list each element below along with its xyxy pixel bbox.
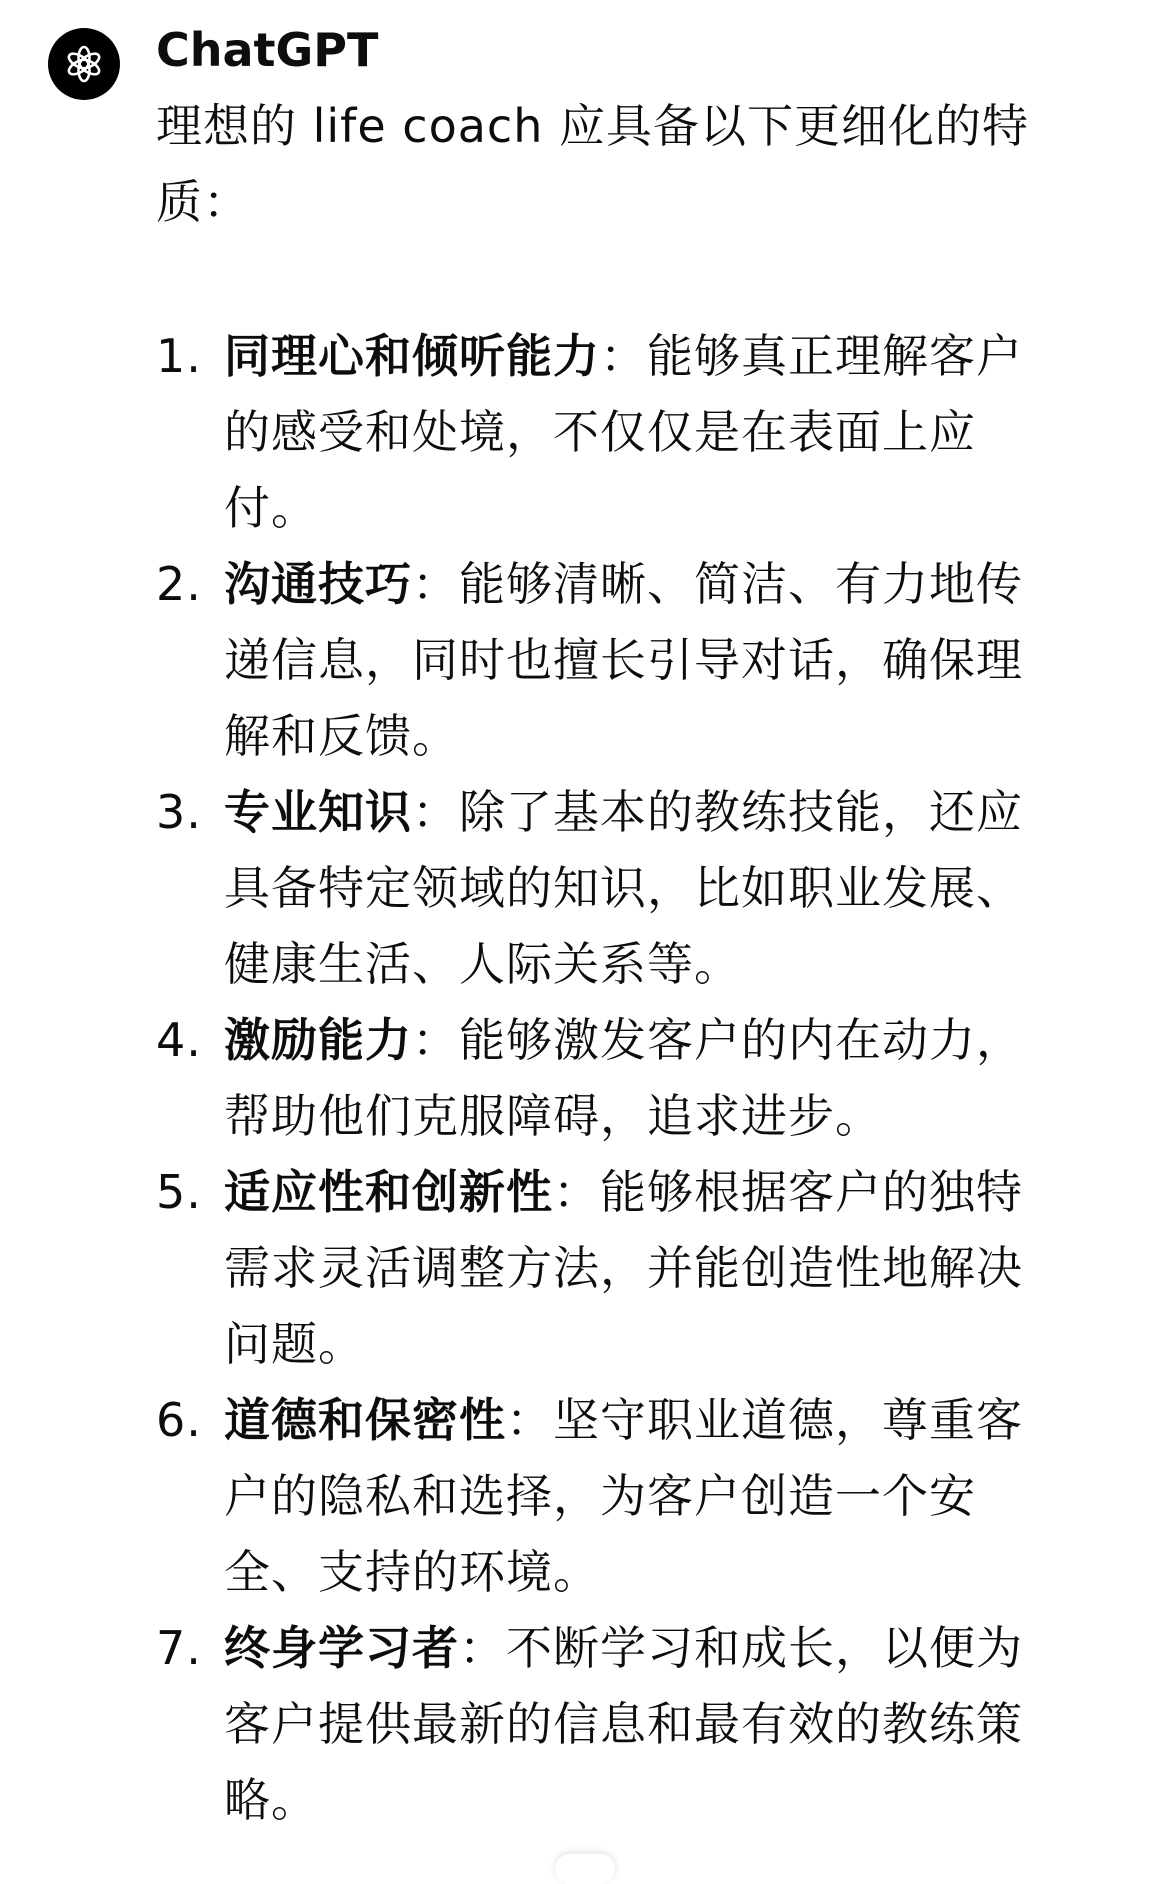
list-number: 2.	[156, 557, 202, 611]
openai-logo-icon	[64, 44, 104, 84]
list-item	[156, 318, 1056, 546]
list-number: 4.	[156, 1013, 202, 1067]
list-text: 除了基本的教练技能，还应具备特定领域的知识，比如职业发展、健康生活、人际关系等。	[224, 785, 1023, 991]
list-item	[156, 1154, 1056, 1382]
list-number: 5.	[156, 1165, 202, 1219]
list-item	[156, 1610, 1056, 1838]
list-separator: ：	[553, 1165, 600, 1219]
list-text: 能够真正理解客户的感受和处境，不仅仅是在表面上应付。	[224, 329, 1023, 535]
list-separator: ：	[506, 1393, 553, 1447]
list-item	[156, 546, 1056, 774]
list-text: 能够根据客户的独特需求灵活调整方法，并能创造性地解决问题。	[224, 1165, 1023, 1371]
list-separator: ：	[412, 785, 459, 839]
list-term: 激励能力	[224, 1013, 412, 1067]
intro-paragraph: 理想的 life coach 应具备以下更细化的特质：	[156, 99, 1029, 229]
list-text: 能够清晰、简洁、有力地传递信息，同时也擅长引导对话，确保理解和反馈。	[224, 557, 1023, 763]
list-separator: ：	[412, 557, 459, 611]
qualities-list	[156, 318, 1056, 1838]
list-separator: ：	[600, 329, 647, 383]
list-number: 7.	[156, 1621, 202, 1675]
list-term: 适应性和创新性	[224, 1165, 553, 1219]
list-item	[156, 1002, 1056, 1154]
list-separator: ：	[412, 1013, 459, 1067]
list-text: 坚守职业道德，尊重客户的隐私和选择，为客户创造一个安全、支持的环境。	[224, 1393, 1023, 1599]
list-term: 专业知识	[224, 785, 412, 839]
list-text: 不断学习和成长，以便为客户提供最新的信息和最有效的教练策略。	[224, 1621, 1023, 1827]
list-item	[156, 774, 1056, 1002]
list-number: 1.	[156, 329, 202, 383]
list-separator: ：	[459, 1621, 506, 1675]
scroll-to-bottom-button[interactable]	[555, 1854, 615, 1884]
list-item	[156, 1382, 1056, 1610]
list-term: 同理心和倾听能力	[224, 329, 600, 383]
sender-name: ChatGPT	[156, 23, 379, 77]
message-content	[156, 20, 1056, 1838]
list-number: 6.	[156, 1393, 202, 1447]
list-text: 能够激发客户的内在动力，帮助他们克服障碍，追求进步。	[224, 1013, 1023, 1143]
assistant-avatar	[48, 28, 120, 100]
list-term: 沟通技巧	[224, 557, 412, 611]
list-term: 终身学习者	[224, 1621, 459, 1675]
list-number: 3.	[156, 785, 202, 839]
list-term: 道德和保密性	[224, 1393, 506, 1447]
